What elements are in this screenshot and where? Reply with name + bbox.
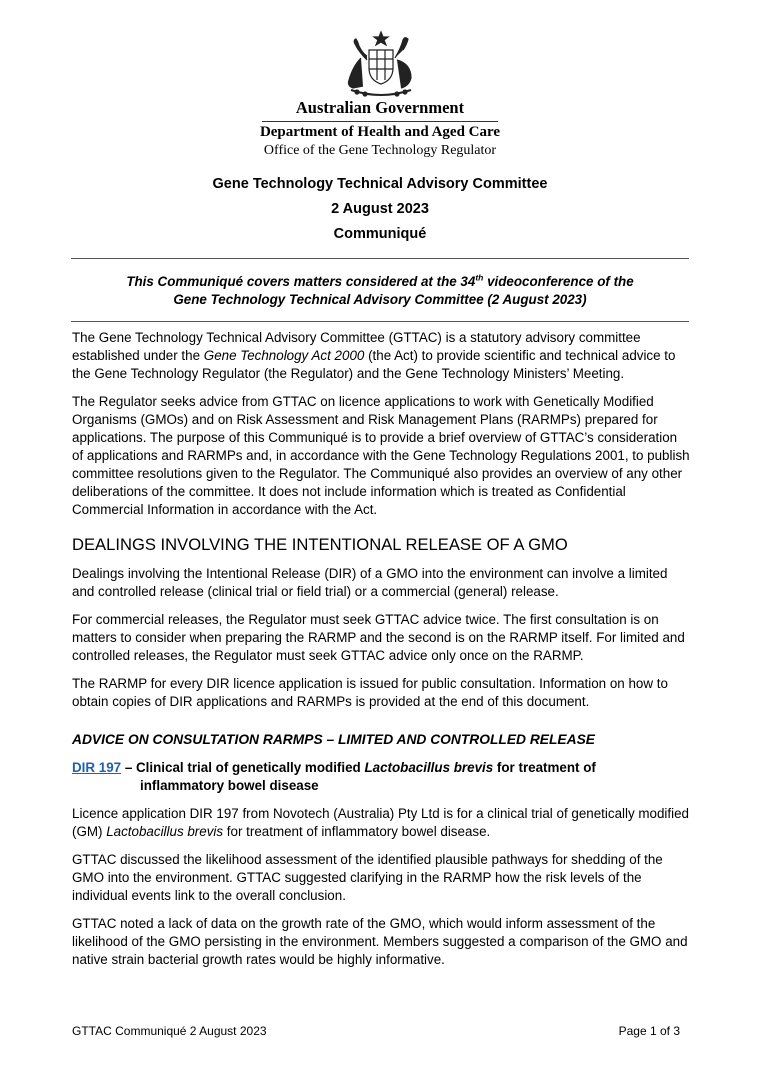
cover-statement bbox=[72, 273, 688, 309]
page-number: Page 1 of 3 bbox=[618, 1024, 680, 1038]
dir-title-cont: for treatment of bbox=[493, 760, 596, 775]
subsection-heading-advice: ADVICE ON CONSULTATION RARMPS – LIMITED AND CONTROLLED RELEASE bbox=[72, 732, 596, 747]
intro-paragraph-2: The Regulator seeks advice from GTTAC on licence applications to work with Genetically Modified Organisms (GMOs) and on Risk Assessment and Risk Management Plans (RARMPs) prepared for applications. The purpose of this Communiqué is to provide a brief overview of GTTAC’s consideration of applications and RARMPs and, in accordance with the Gene Technology Regulations 2001, to publish committee resolutions given to the Regulator. The Communiqué also provides an overview of any other deliberations of the committee. It does not include information which is treated as Confidential Commercial Information in accordance with the Act. bbox=[72, 394, 690, 517]
dir-197-link[interactable]: DIR 197 bbox=[72, 760, 122, 775]
intro-paragraph-1 bbox=[72, 329, 690, 383]
government-name: Australian Government bbox=[295, 98, 465, 117]
dir-197-heading bbox=[72, 759, 690, 795]
dir-paragraph-2: GTTAC discussed the likelihood assessment of the identified plausible pathways for shedding of the GMO into the environment. GTTAC suggested clarifying in the RARMP how the risk levels of the individual events link to the overall conclusion. bbox=[72, 852, 663, 903]
section-heading-dealings: DEALINGS INVOLVING THE INTENTIONAL RELEASE OF A GMO bbox=[72, 535, 568, 554]
dir-p1-text: Licence application DIR 197 from Novotech (Australia) Pty Ltd is for a clinical trial of genetically modified (GM) bbox=[72, 806, 689, 839]
cover-line-2: Gene Technology Technical Advisory Committee (2 August 2023) bbox=[173, 292, 587, 307]
bottom-divider bbox=[71, 321, 689, 322]
intro-text: The Gene Technology Technical Advisory Committee (GTTAC) is a statutory advisory committee established under the bbox=[72, 330, 641, 363]
dealings-paragraph-2: For commercial releases, the Regulator must seek GTTAC advice twice. The first consultation is on matters to consider when preparing the RARMP and the second is on the RARMP itself. For limited and controlled releases, the Regulator must seek GTTAC advice only once on the RARMP. bbox=[72, 612, 685, 663]
intro-text-cont: (the Act) to provide scientific and technical advice to the Gene Technology Regulator (the Regulator) and the Gene Technology Ministers’ Meeting. bbox=[72, 348, 676, 381]
committee-title: Gene Technology Technical Advisory Committee bbox=[212, 176, 548, 192]
cover-text-cont: videoconference of the bbox=[483, 274, 634, 289]
dir-p1-text-cont: for treatment of inflammatory bowel disease. bbox=[223, 824, 491, 839]
document-body bbox=[72, 329, 690, 979]
document-type: Communiqué bbox=[333, 226, 427, 242]
meeting-date: 2 August 2023 bbox=[331, 201, 429, 217]
department-name: Department of Health and Aged Care bbox=[259, 124, 501, 140]
dealings-paragraph-3: The RARMP for every DIR licence application is issued for public consultation. Information on how to obtain copies of DIR applications and RARMPs is provided at the end of this document. bbox=[72, 676, 668, 709]
dealings-paragraph-1: Dealings involving the Intentional Release (DIR) of a GMO into the environment can involve a limited and controlled release (clinical trial or field trial) or a commercial (general) release. bbox=[72, 566, 668, 599]
coat-of-arms-icon bbox=[339, 30, 423, 100]
header-divider bbox=[262, 121, 498, 122]
top-divider bbox=[71, 258, 689, 259]
dir-paragraph-3: GTTAC noted a lack of data on the growth rate of the GMO, which would inform assessment of the likelihood of the GMO persisting in the environment. Members suggested a comparison of the GMO and native strain bacterial growth rates would be highly informative. bbox=[72, 916, 688, 967]
dir-paragraph-1 bbox=[72, 805, 690, 841]
dir-title-line-2: inflammatory bowel disease bbox=[140, 778, 319, 793]
dir-title: – Clinical trial of genetically modified bbox=[121, 760, 365, 775]
cover-text: This Communiqué covers matters considered at the 34 bbox=[126, 274, 476, 289]
cover-superscript: th bbox=[475, 272, 484, 283]
dir-p1-organism: Lactobacillus brevis bbox=[106, 824, 224, 839]
act-name: Gene Technology Act 2000 bbox=[203, 348, 365, 363]
dir-organism: Lactobacillus brevis bbox=[364, 760, 494, 775]
footer-title: GTTAC Communiqué 2 August 2023 bbox=[72, 1024, 267, 1038]
office-name: Office of the Gene Technology Regulator bbox=[263, 143, 497, 158]
